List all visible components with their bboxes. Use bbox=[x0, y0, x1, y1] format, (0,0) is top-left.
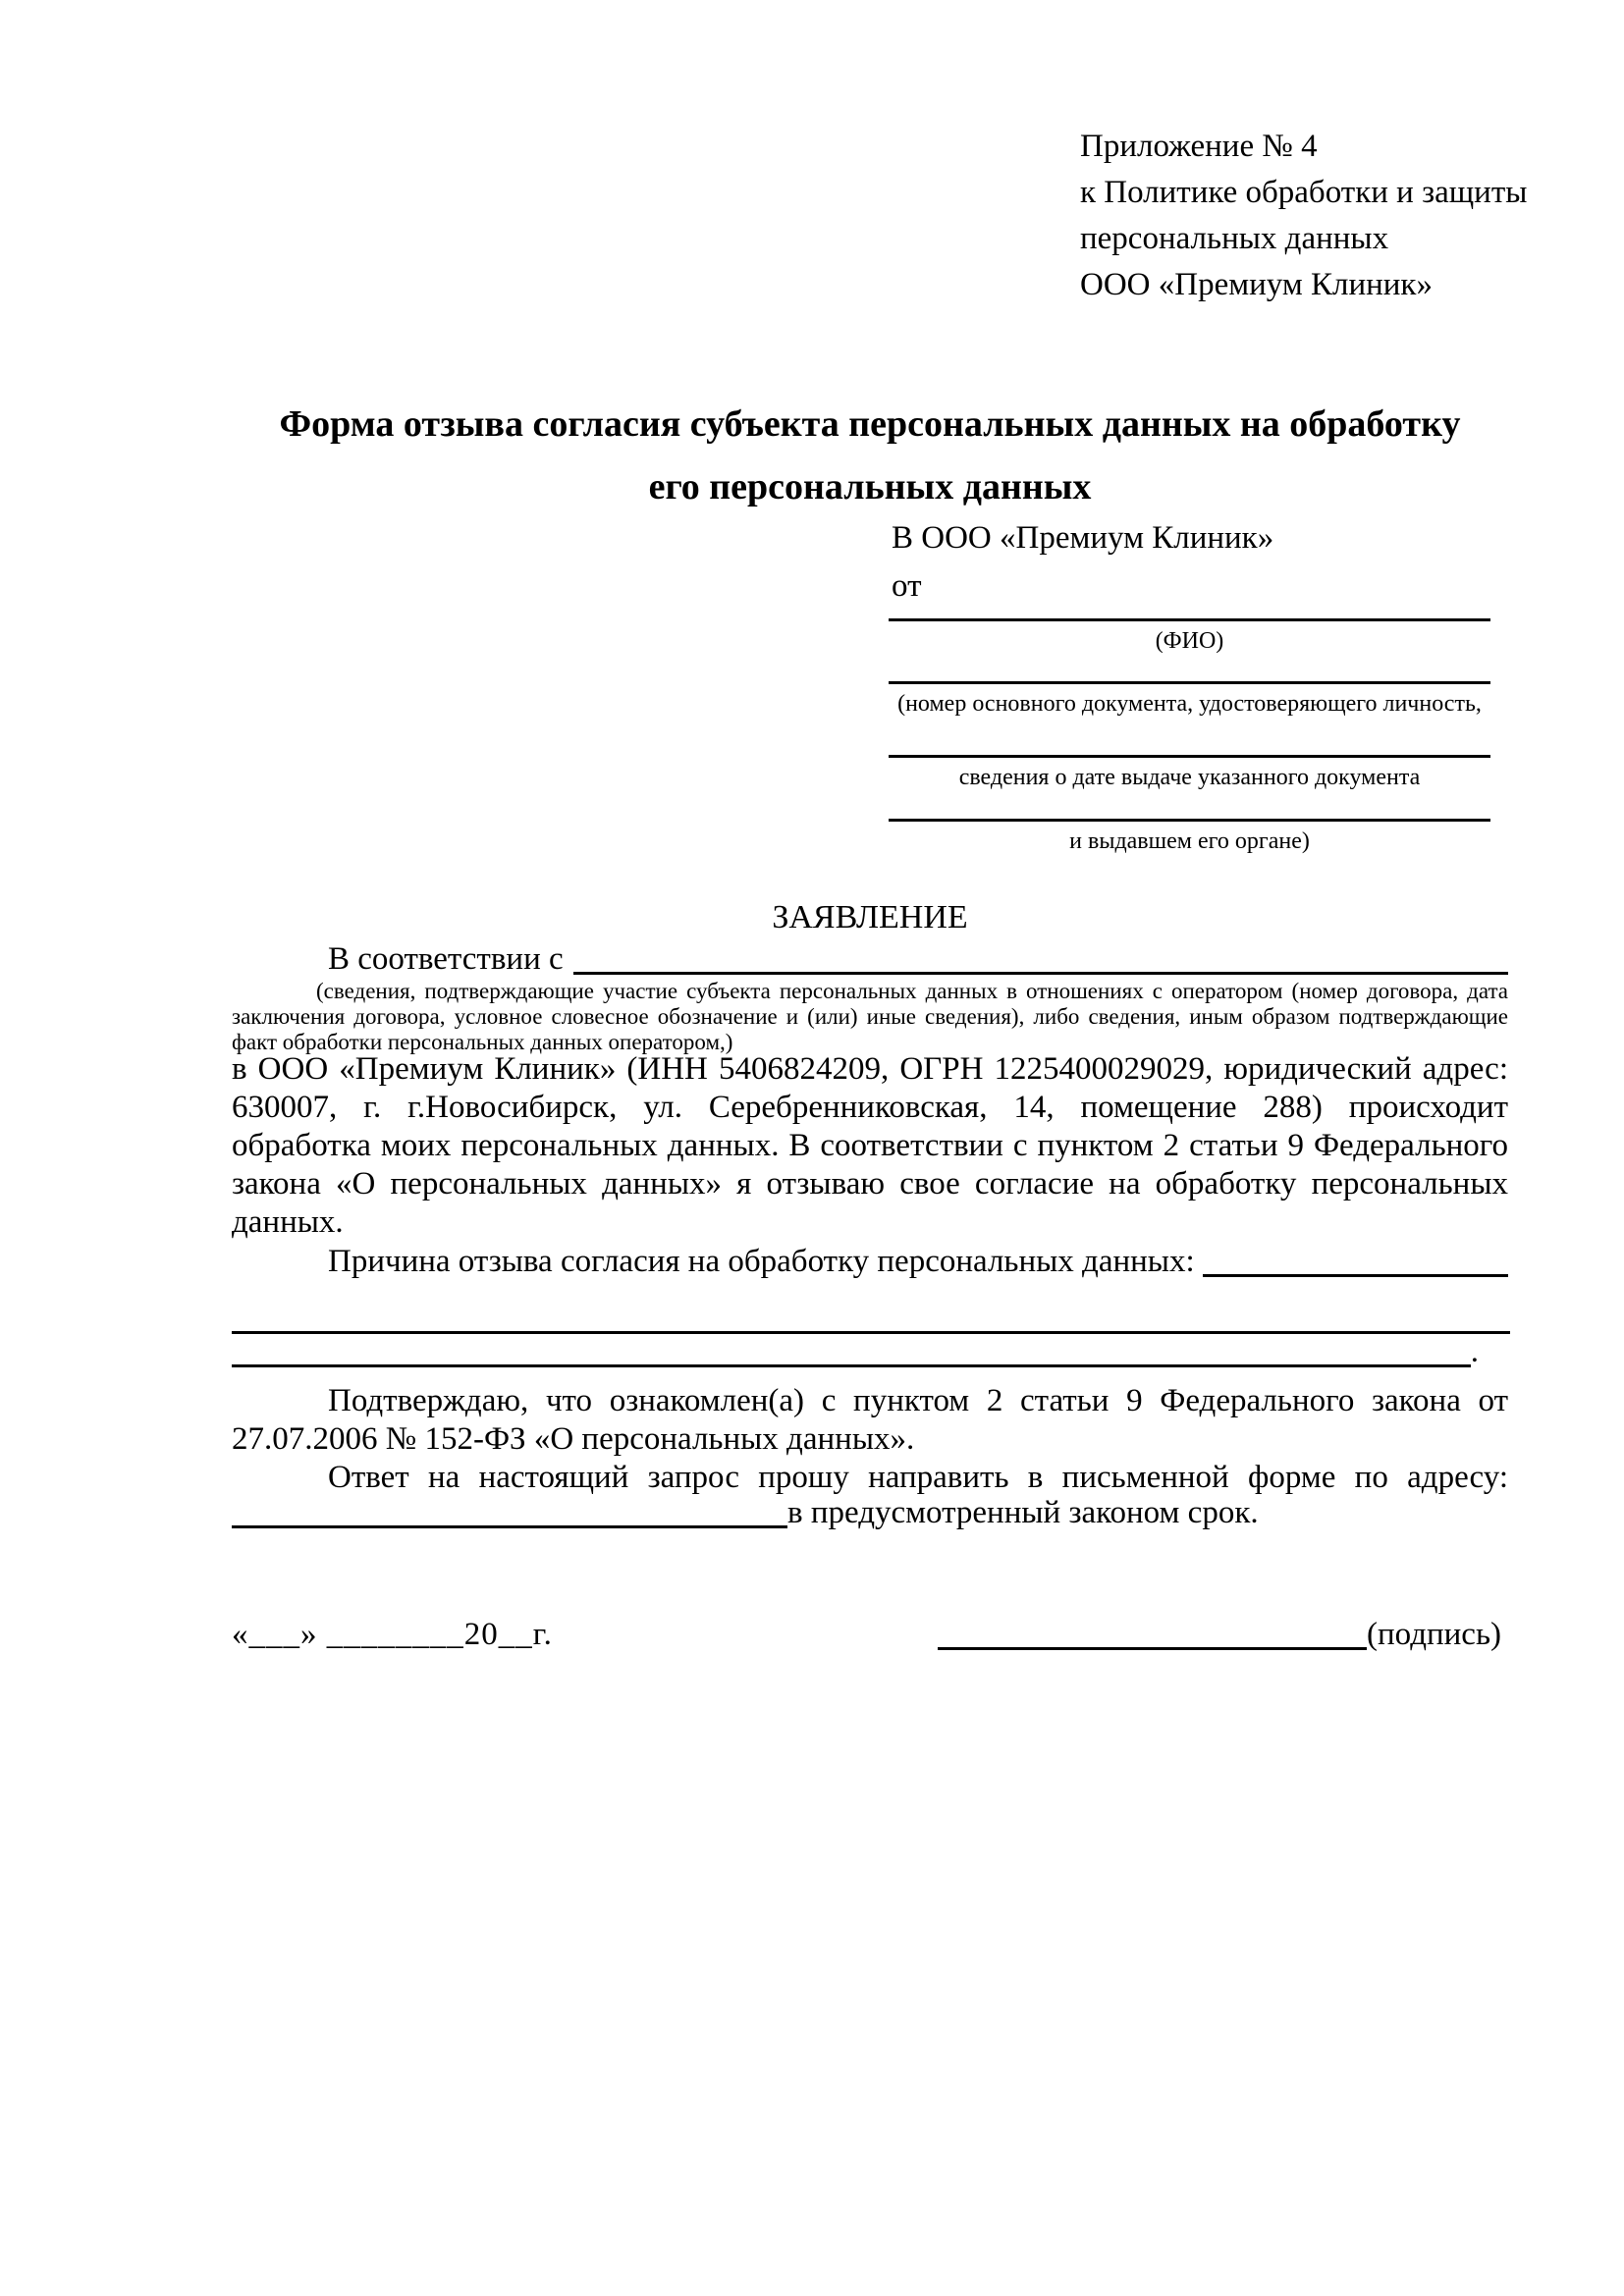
intro-row bbox=[328, 940, 1508, 979]
issue-date-blank-row bbox=[889, 755, 1490, 791]
reason-label: Причина отзыва согласия на обработку персональных данных: bbox=[328, 1244, 1195, 1279]
reply-request-paragraph: Ответ на настоящий запрос прошу направить в письменной форме по адресу: bbox=[328, 1460, 1508, 1495]
intro-note: (сведения, подтверждающие участие субъекта персональных данных в отношениях с оператором (номер договора, дата заключения договора, условное словесное обозначение и (или) иные сведения), либо сведения, иным образом подтверждающие факт обработки персональных данных оператором,) bbox=[232, 979, 1508, 1054]
document-title-line1: Форма отзыва согласия субъекта персональных данных на обработку bbox=[279, 403, 1461, 445]
document-number-caption: (номер основного документа, удостоверяющего личность, bbox=[897, 691, 1482, 717]
document-number-blank-row bbox=[889, 681, 1490, 718]
addressee-from-label: от bbox=[892, 568, 922, 604]
fio-blank-line bbox=[889, 618, 1490, 621]
appendix-block bbox=[1080, 124, 1527, 308]
reason-blank-line-3 bbox=[232, 1338, 1471, 1367]
addressee-block bbox=[892, 514, 1273, 611]
fio-caption: (ФИО) bbox=[1155, 628, 1224, 654]
appendix-line: Приложение № 4 bbox=[1080, 129, 1318, 164]
appendix-line: персональных данных bbox=[1080, 221, 1389, 256]
signature-blank-line bbox=[938, 1621, 1367, 1650]
reason-row bbox=[232, 1243, 1508, 1281]
document-title-line2: его персональных данных bbox=[648, 466, 1092, 507]
blank-terminator-period: . bbox=[1470, 1334, 1479, 1369]
issuer-blank-row bbox=[889, 819, 1490, 855]
issuer-caption: и выдавшем его органе) bbox=[1069, 828, 1310, 854]
intro-blank-line bbox=[573, 945, 1508, 975]
address-blank-line bbox=[232, 1499, 787, 1528]
reason-blank-row-3 bbox=[232, 1333, 1479, 1371]
issue-date-caption: сведения о дате выдаче указанного документа bbox=[958, 765, 1421, 790]
appendix-line: к Политике обработки и защиты bbox=[1080, 175, 1528, 210]
document-number-blank-line bbox=[889, 681, 1490, 684]
date-field: «___» ________20__г. bbox=[232, 1617, 553, 1652]
signature-row bbox=[938, 1616, 1508, 1654]
reply-suffix: в предусмотренный законом срок. bbox=[787, 1495, 1259, 1530]
fio-blank-row bbox=[889, 618, 1490, 655]
statement-body: в ООО «Премиум Клиник» (ИНН 5406824209, ОГРН 1225400029029, юридический адрес: 630007, г. г.Новосибирск, ул. Серебренниковская, 14, помещение 288) происходит обработка моих персональных данных. В соответствии с пунктом 2 статьи 9 Федерального закона «О персональных данных» я отзываю свое согласие на обработку персональных данных. bbox=[232, 1051, 1508, 1240]
confirmation-paragraph: Подтверждаю, что ознакомлен(а) с пунктом 2 статьи 9 Федерального закона от 27.07.2006 № 152-ФЗ «О персональных данных». bbox=[232, 1383, 1508, 1457]
statement-heading: ЗАЯВЛЕНИЕ bbox=[772, 899, 968, 935]
document-title bbox=[232, 393, 1508, 518]
signature-caption: (подпись) bbox=[1367, 1617, 1501, 1652]
appendix-line: ООО «Премиум Клиник» bbox=[1080, 267, 1433, 302]
reply-address-row bbox=[232, 1494, 1508, 1532]
issue-date-blank-line bbox=[889, 755, 1490, 758]
intro-label: В соответствии с bbox=[328, 941, 564, 977]
reason-blank-line bbox=[1203, 1248, 1508, 1277]
addressee-organization: В ООО «Премиум Клиник» bbox=[892, 520, 1274, 556]
issuer-blank-line bbox=[889, 819, 1490, 822]
